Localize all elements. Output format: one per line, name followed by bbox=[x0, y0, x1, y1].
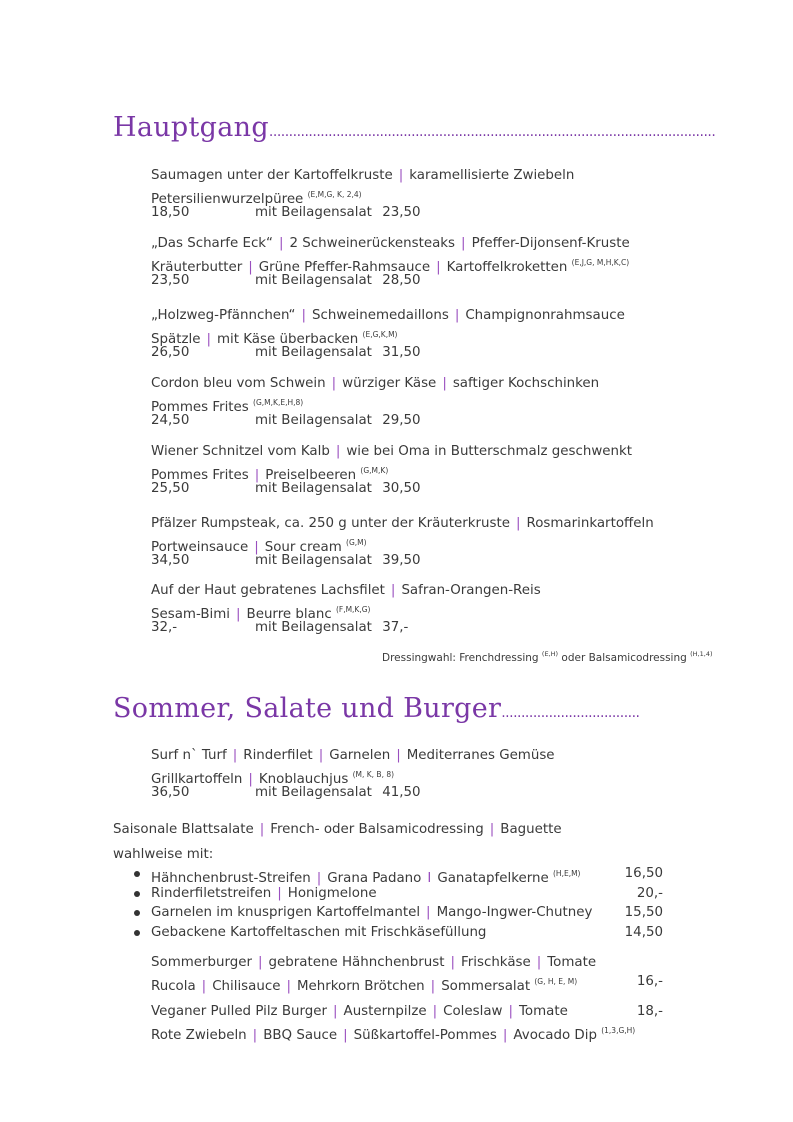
dish-component: Rote Zwiebeln bbox=[151, 1028, 247, 1043]
separator-bar: | bbox=[442, 376, 447, 391]
separator-bar: | bbox=[502, 1028, 508, 1043]
salad-price: 30,50 bbox=[377, 481, 421, 496]
separator-bar: | bbox=[536, 955, 542, 970]
separator-bar: | bbox=[252, 1028, 258, 1043]
salad-label: mit Beilagensalat bbox=[255, 481, 372, 496]
separator-bar: | bbox=[248, 771, 253, 787]
section-heading-sommer bbox=[113, 693, 640, 724]
separator-bar: | bbox=[489, 822, 495, 837]
price: 32,- bbox=[151, 620, 178, 635]
salads-line bbox=[113, 821, 562, 839]
dish-component: Garnelen im knusprigen Kartoffelmantel bbox=[151, 905, 421, 920]
dish-component: 2 Schweinerückensteaks bbox=[289, 236, 456, 251]
price: 25,50 bbox=[151, 481, 190, 496]
salad-price: 23,50 bbox=[377, 205, 421, 220]
dot-leader: ................................... bbox=[501, 705, 640, 721]
salad-option bbox=[255, 344, 421, 362]
dish-component: Tomate bbox=[547, 955, 597, 970]
dish-component: saftiger Kochschinken bbox=[452, 376, 600, 391]
dish-component: Petersilienwurzelpüree bbox=[151, 191, 304, 207]
dish-component: BBQ Sauce bbox=[263, 1028, 338, 1043]
dish-component: Portweinsauce bbox=[151, 539, 249, 555]
dish-component: Sommersalat bbox=[441, 979, 531, 994]
salad-label: mit Beilagensalat bbox=[255, 345, 372, 360]
dish-component: Veganer Pulled Pilz Burger bbox=[151, 1004, 328, 1019]
allergen-code: (1,3,G,H) bbox=[601, 1026, 636, 1035]
dish-component: würziger Käse bbox=[342, 376, 437, 391]
dish-line-1 bbox=[151, 515, 654, 533]
dish-component: Auf der Haut gebratenes Lachsfilet bbox=[151, 583, 385, 598]
allergen-code: (F,M,K,G) bbox=[335, 604, 371, 614]
price: 18,- bbox=[636, 1004, 663, 1019]
separator-bar: | bbox=[258, 955, 263, 970]
dish-component: Kräuterbutter bbox=[151, 259, 243, 275]
price: 16,- bbox=[636, 974, 663, 989]
dish-component: Baguette bbox=[500, 822, 562, 837]
allergen-code: (E,H) bbox=[541, 650, 559, 658]
separator-bar: | bbox=[316, 871, 322, 886]
dish-component: Mango-Ingwer-Chutney bbox=[436, 905, 593, 920]
dish-line-1 bbox=[151, 747, 555, 765]
dish-component: Frischkäse bbox=[461, 955, 531, 970]
salad-label: mit Beilagensalat bbox=[255, 620, 372, 635]
price-line bbox=[151, 344, 451, 362]
salad-choices-list bbox=[133, 864, 663, 942]
dish-component: French- oder Balsamicodressing bbox=[270, 822, 484, 837]
dish-component: Grana Padano bbox=[327, 871, 422, 886]
separator-bar: | bbox=[254, 467, 260, 483]
list-item bbox=[133, 923, 663, 943]
separator-bar: | bbox=[454, 308, 460, 323]
allergen-code: (E,J,G, M,H,K,C) bbox=[571, 257, 630, 267]
salad-option bbox=[255, 784, 421, 802]
dish-line-2 bbox=[151, 1022, 663, 1043]
dish-component: Pommes Frites bbox=[151, 467, 249, 483]
salad-label: mit Beilagensalat bbox=[255, 553, 372, 568]
list-item bbox=[133, 903, 663, 923]
salad-option bbox=[255, 552, 421, 570]
dish-component: Chilisauce bbox=[212, 979, 281, 994]
dish-component: Rosmarinkartoffeln bbox=[526, 516, 654, 531]
dish-component: Saumagen unter der Kartoffelkruste bbox=[151, 168, 393, 183]
separator-bar: | bbox=[432, 1004, 438, 1019]
dish-component: Sour cream bbox=[264, 539, 342, 555]
bullet-icon bbox=[134, 891, 140, 897]
separator-bar: | bbox=[335, 444, 341, 459]
price: 20,- bbox=[636, 885, 663, 901]
separator-bar: | bbox=[318, 748, 324, 763]
dish-component: Rinderfiletstreifen bbox=[151, 885, 272, 901]
dish-line-2 bbox=[151, 973, 663, 994]
dish-component: Kartoffelkroketten bbox=[446, 259, 568, 275]
separator-bar: | bbox=[248, 259, 253, 275]
dish-component: Sommerburger bbox=[151, 955, 253, 970]
dish-line-1 bbox=[151, 443, 632, 461]
dish-line-1 bbox=[151, 954, 663, 972]
separator-bar: | bbox=[398, 168, 404, 183]
dish-component: Avocado Dip bbox=[513, 1028, 597, 1043]
dish-component: Rucola bbox=[151, 979, 196, 994]
dish-line-1 bbox=[151, 235, 630, 253]
separator-bar: | bbox=[426, 905, 431, 920]
price: 23,50 bbox=[151, 273, 190, 288]
price: 18,50 bbox=[151, 205, 190, 220]
list-item bbox=[133, 864, 663, 884]
dish-line-1 bbox=[151, 375, 599, 393]
dish-component: Mehrkorn Brötchen bbox=[296, 979, 425, 994]
dressing-note-mid: oder Balsamicodressing bbox=[558, 652, 687, 664]
dot-leader: ................................................................................................................. bbox=[268, 124, 716, 140]
salad-price: 31,50 bbox=[377, 345, 421, 360]
separator-bar: | bbox=[450, 955, 456, 970]
separator-bar: | bbox=[277, 885, 282, 901]
price: 34,50 bbox=[151, 553, 190, 568]
vegan-burger-item bbox=[151, 1003, 663, 1043]
dish-line-1 bbox=[151, 307, 625, 325]
dish-component: Preiselbeeren bbox=[265, 467, 357, 483]
dish-component: Ganatapfelkerne bbox=[437, 871, 549, 886]
separator-bar: | bbox=[331, 376, 337, 391]
salad-price: 41,50 bbox=[377, 785, 421, 800]
salad-label: mit Beilagensalat bbox=[255, 205, 372, 220]
sommerburger-item bbox=[151, 954, 663, 994]
dish-component: Saisonale Blattsalate bbox=[113, 822, 254, 837]
dish-line-1 bbox=[151, 1003, 663, 1021]
separator-bar: I bbox=[427, 871, 432, 886]
salad-option bbox=[255, 412, 421, 430]
dish-component: Beurre blanc bbox=[246, 606, 332, 622]
dish-component: Surf n` Turf bbox=[151, 748, 227, 763]
dish-component: Garnelen bbox=[329, 748, 391, 763]
separator-bar: | bbox=[396, 748, 401, 763]
separator-bar: | bbox=[201, 979, 207, 994]
separator-bar: | bbox=[279, 236, 284, 251]
allergen-code: (E,M,G, K, 2,4) bbox=[307, 189, 362, 199]
dressing-note bbox=[382, 650, 713, 664]
price-line bbox=[151, 552, 451, 570]
allergen-code: (H,E,M) bbox=[553, 869, 581, 878]
separator-bar: | bbox=[508, 1004, 513, 1019]
price-line bbox=[151, 784, 451, 802]
dish-component: Pfälzer Rumpsteak, ca. 250 g unter der Kräuterkruste bbox=[151, 516, 510, 531]
separator-bar: | bbox=[236, 606, 241, 622]
dish-component: Schweinemedaillons bbox=[312, 308, 449, 323]
separator-bar: | bbox=[232, 748, 238, 763]
choice-text bbox=[151, 905, 592, 920]
dish-component: Austernpilze bbox=[343, 1004, 427, 1019]
separator-bar: | bbox=[333, 1004, 338, 1019]
dish-component: Honigmelone bbox=[287, 885, 377, 901]
dish-line-1 bbox=[151, 582, 541, 600]
price: 14,50 bbox=[624, 924, 663, 940]
dish-component: wie bei Oma in Butterschmalz geschwenkt bbox=[346, 444, 632, 459]
price-line bbox=[151, 619, 451, 637]
salad-option bbox=[255, 272, 421, 290]
dish-component: Tomate bbox=[519, 1004, 568, 1019]
dish-component: Pfeffer-Dijonsenf-Kruste bbox=[471, 236, 630, 251]
allergen-code: (G, H, E, M) bbox=[534, 977, 578, 986]
allergen-code: (H,1,4) bbox=[690, 650, 713, 658]
dish-component: Champignonrahmsauce bbox=[465, 308, 625, 323]
dish-component: Knoblauchjus bbox=[258, 771, 349, 787]
dressing-note-prefix: Dressingwahl: Frenchdressing bbox=[382, 652, 539, 664]
section-title: Hauptgang bbox=[113, 112, 269, 143]
salad-option bbox=[255, 480, 421, 498]
price: 16,50 bbox=[624, 866, 663, 881]
dish-component: Wiener Schnitzel vom Kalb bbox=[151, 444, 330, 459]
salad-price: 39,50 bbox=[377, 553, 421, 568]
dish-component: Rinderfilet bbox=[243, 748, 313, 763]
separator-bar: | bbox=[461, 236, 466, 251]
separator-bar: | bbox=[301, 308, 307, 323]
choice-label: wahlweise mit: bbox=[113, 847, 214, 862]
salad-label: mit Beilagensalat bbox=[255, 413, 372, 428]
separator-bar: | bbox=[254, 539, 259, 555]
separator-bar: | bbox=[430, 979, 436, 994]
section-title: Sommer, Salate und Burger bbox=[113, 693, 502, 724]
section-heading-hauptgang bbox=[113, 112, 715, 143]
dish-component: Safran-Orangen-Reis bbox=[401, 583, 541, 598]
allergen-code: (G,M,K,E,H,8) bbox=[253, 397, 304, 407]
dish-component: „Das Scharfe Eck“ bbox=[151, 236, 273, 251]
price: 15,50 bbox=[624, 905, 663, 920]
dish-component: Hähnchenbrust-Streifen bbox=[151, 871, 311, 886]
allergen-code: (M, K, B, 8) bbox=[352, 769, 395, 779]
dish-component: gebratene Hähnchenbrust bbox=[268, 955, 445, 970]
dish-component: Grillkartoffeln bbox=[151, 771, 243, 787]
separator-bar: | bbox=[343, 1028, 348, 1043]
dish-component: karamellisierte Zwiebeln bbox=[409, 168, 575, 183]
salad-price: 37,- bbox=[377, 620, 409, 635]
dish-component: mit Käse überbacken bbox=[216, 331, 359, 347]
allergen-code: (G,M,K) bbox=[360, 465, 389, 475]
choice-text bbox=[151, 886, 377, 901]
dish-component: Coleslaw bbox=[443, 1004, 503, 1019]
dish-line-1 bbox=[151, 167, 574, 185]
price-line bbox=[151, 412, 451, 430]
list-item bbox=[133, 884, 663, 904]
price: 26,50 bbox=[151, 345, 190, 360]
dish-component: Süßkartoffel-Pommes bbox=[353, 1028, 497, 1043]
dish-component: Spätzle bbox=[151, 331, 201, 347]
salad-option bbox=[255, 204, 421, 222]
salad-price: 29,50 bbox=[377, 413, 421, 428]
bullet-icon bbox=[134, 871, 140, 877]
dish-component: „Holzweg-Pfännchen“ bbox=[151, 308, 296, 323]
dish-component: Gebackene Kartoffeltaschen mit Frischkäsefüllung bbox=[151, 924, 487, 940]
price-line bbox=[151, 204, 451, 222]
allergen-code: (G,M) bbox=[346, 537, 367, 547]
separator-bar: | bbox=[206, 331, 211, 347]
separator-bar: | bbox=[390, 583, 396, 598]
salad-label: mit Beilagensalat bbox=[255, 785, 372, 800]
bullet-icon bbox=[134, 930, 140, 936]
price: 24,50 bbox=[151, 413, 190, 428]
separator-bar: | bbox=[286, 979, 291, 994]
separator-bar: | bbox=[436, 259, 441, 275]
allergen-code: (E,G,K,M) bbox=[362, 329, 398, 339]
choice-text bbox=[151, 925, 486, 940]
price: 36,50 bbox=[151, 785, 190, 800]
dish-component: Sesam-Bimi bbox=[151, 606, 230, 622]
salad-option bbox=[255, 619, 408, 637]
separator-bar: | bbox=[515, 516, 521, 531]
bullet-icon bbox=[134, 910, 140, 916]
dish-component: Grüne Pfeffer-Rahmsauce bbox=[258, 259, 431, 275]
salad-label: mit Beilagensalat bbox=[255, 273, 372, 288]
price-line bbox=[151, 272, 451, 290]
price-line bbox=[151, 480, 451, 498]
dish-component: Mediterranes Gemüse bbox=[406, 748, 555, 763]
dish-component: Pommes Frites bbox=[151, 399, 249, 415]
dish-component: Cordon bleu vom Schwein bbox=[151, 376, 326, 391]
separator-bar: | bbox=[259, 822, 265, 837]
salad-price: 28,50 bbox=[377, 273, 421, 288]
